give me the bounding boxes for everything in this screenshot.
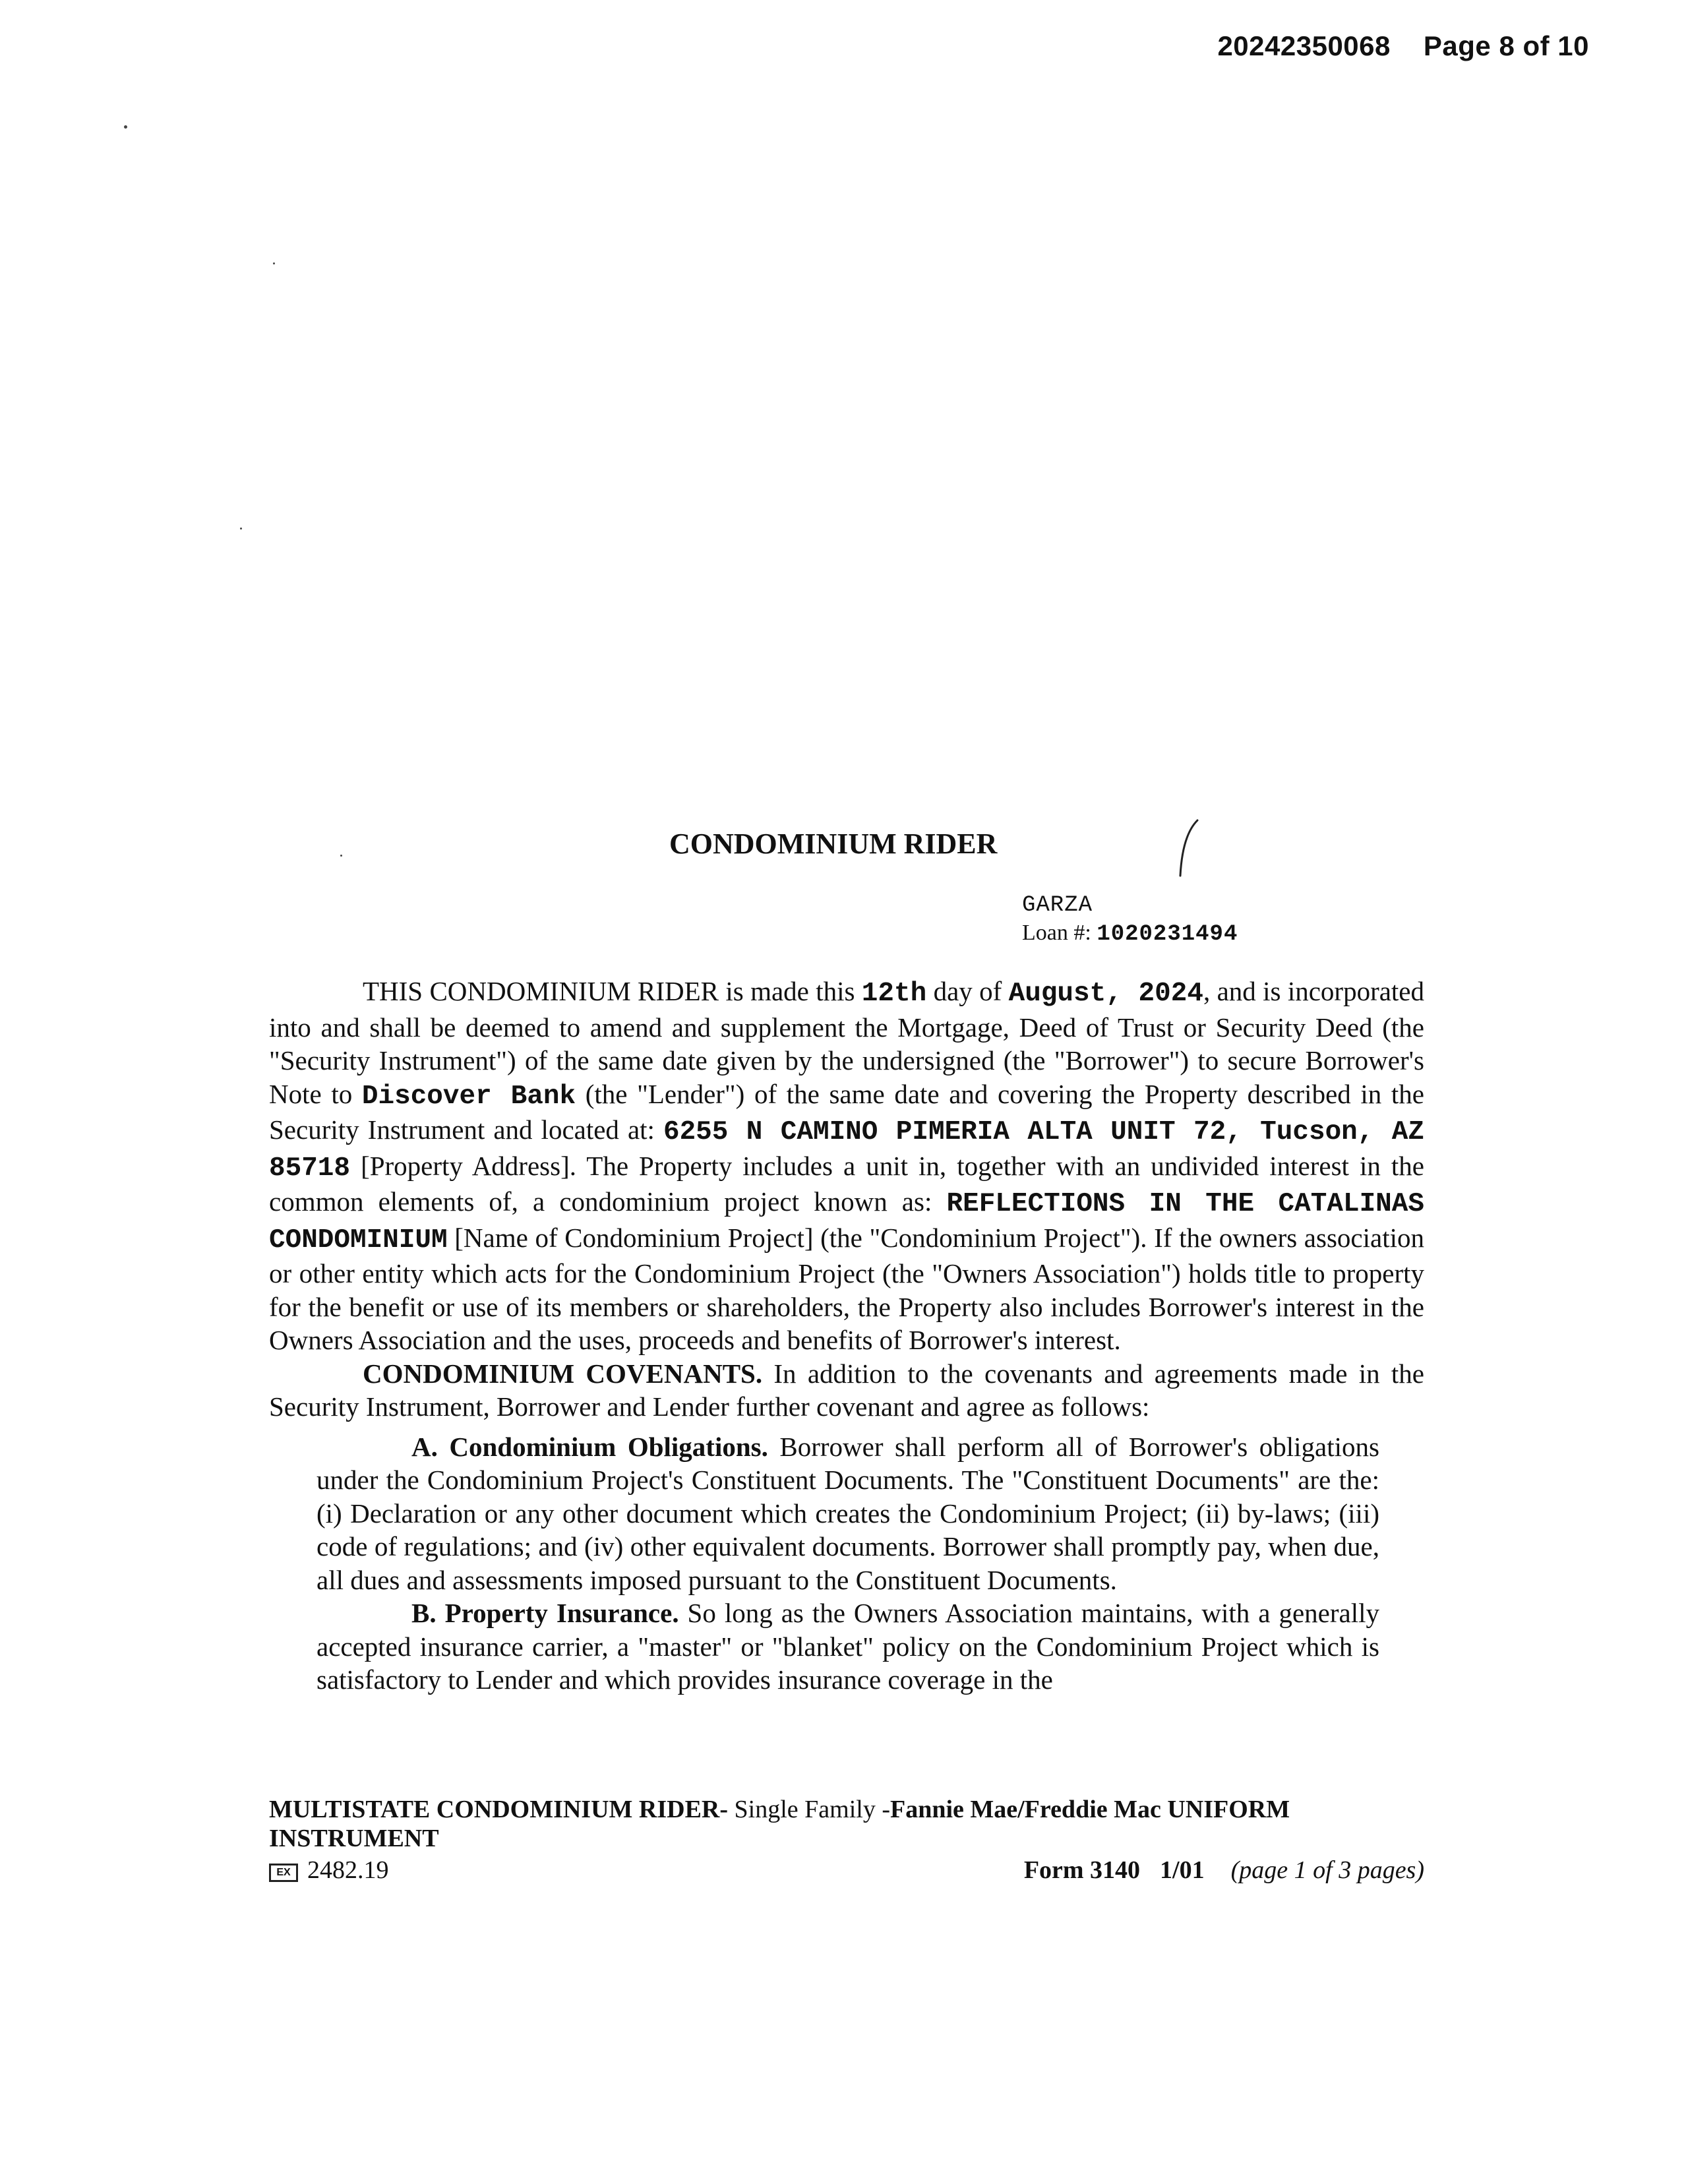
form-number: Form 3140 [1023,1856,1141,1884]
page-count: (page 1 of 3 pages) [1230,1856,1424,1884]
intro-paragraph: THIS CONDOMINIUM RIDER is made this 12th day of August, 2024, and is incorporated into and shall be deemed to amend and supplement the Mortgage, Deed of Trust or Security Deed (the "Security Instrument") of the same date given by the undersigned (the "Borrower") to secure Borrower's Note to Discover Bank (the "Lender") of the same date and covering the Property described in the Security Instrument and located at: 6255 N CAMINO PIMERIA ALTA UNIT 72, Tucson, AZ 85718 [Property Address]. The Property includes a unit in, together with an undivided interest in the common elements of, a condominium project known as: REFLECTIONS IN THE CATALINAS CONDOMINIUM [Name of Condominium Project] (the "Condominium Project"). If the owners association or other entity which acts for the Condominium Project (the "Owners Association") holds title to property for the benefit or use of its members or shareholders, the Property also includes Borrower's interest in the Owners Association and the uses, proceeds and benefits of Borrower's interest. [269,976,1425,1355]
recording-header [1217,30,1589,62]
form-logo-icon: EX [269,1864,298,1882]
day-value: 12th [861,979,927,1009]
title-text: CONDOMINIUM RIDER [669,828,998,860]
scan-speck [240,528,242,530]
section-a: A. Condominium Obligations. Borrower shall perform all of Borrower's obligations under the Condominium Project's Constituent Documents. The "Constituent Documents" are the: (i) Declaration or any other document which creates the Condominium Project; (ii) by-laws; (iii) code of regulations; and (iv) other equivalent documents. Borrower shall promptly pay, when due, all dues and assessments imposed pursuant to the Constituent Documents. [316,1431,1379,1595]
rider-body [269,975,1424,1697]
footer-row [269,1856,1424,1889]
property-address: 6255 N CAMINO PIMERIA ALTA UNIT 72, Tucson, AZ 85718 [269,1117,1424,1184]
loan-number-line [1022,921,1238,947]
covenants-heading: CONDOMINIUM COVENANTS. [363,1358,763,1389]
section-a-heading: A. Condominium Obligations. [411,1431,768,1462]
footer-left [269,1856,389,1885]
covenants-paragraph: CONDOMINIUM COVENANTS. In addition to the covenants and agreements made in the Security Instrument, Borrower and Lender further covenant and agree as follows: [269,1358,1424,1422]
section-b-heading: B. Property Insurance. [411,1598,679,1628]
project-name: REFLECTIONS IN THE CATALINAS CONDOMINIUM [269,1189,1424,1256]
lender-name: Discover Bank [361,1081,576,1112]
footer-title: MULTISTATE CONDOMINIUM RIDER- Single Family -Fannie Mae/Freddie Mac UNIFORM INSTRUMENT [269,1796,1290,1852]
scan-speck [340,855,342,857]
form-revision: 1/01 [1160,1856,1205,1884]
form-code: 2482.19 [307,1856,389,1884]
hand-mark-icon [1172,818,1212,880]
date-value: August, 2024 [1008,979,1203,1009]
page-indicator: Page 8 of 10 [1423,30,1589,61]
loan-number: 1020231494 [1097,922,1238,947]
section-b: B. Property Insurance. So long as the Owners Association maintains, with a generally accepted insurance carrier, a "master" or "blanket" policy on the Condominium Project which is satisfactory to Lender and which provides insurance coverage in the [316,1598,1379,1695]
borrower-name: GARZA [1022,893,1093,918]
footer-right [1024,1856,1424,1885]
document-number: 20242350068 [1217,30,1391,61]
section-list [269,1430,1424,1697]
loan-label: Loan #: [1022,921,1091,945]
scan-speck [273,262,275,264]
scan-speck [124,125,127,129]
